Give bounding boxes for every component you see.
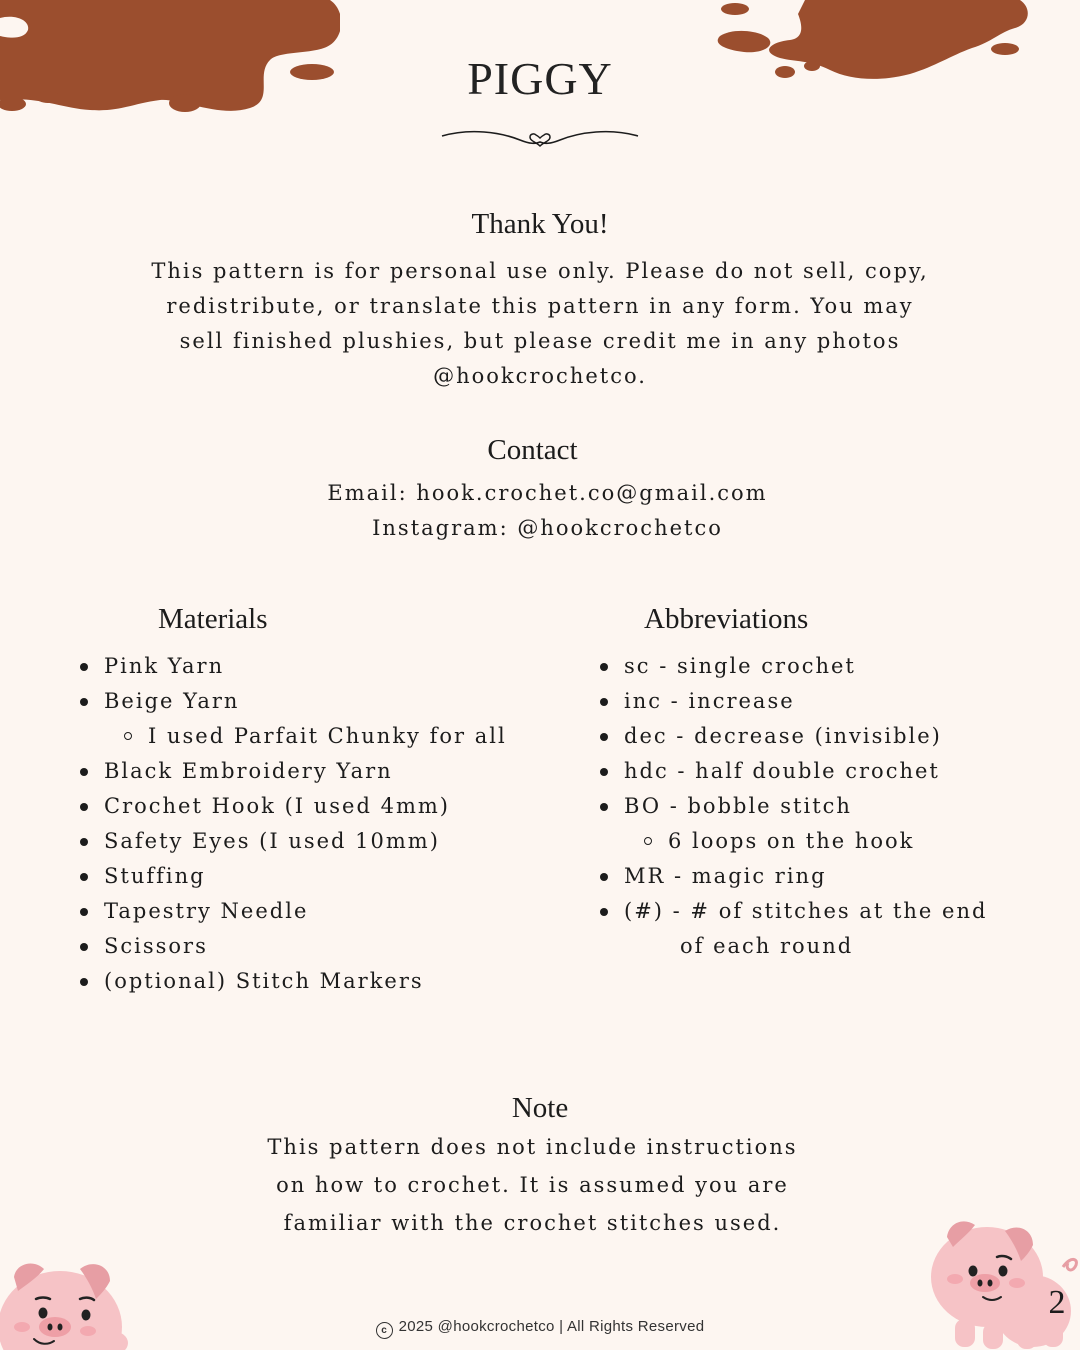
contact-email: Email: hook.crochet.co@gmail.com <box>327 481 768 505</box>
list-item: (optional) Stitch Markers <box>104 964 507 999</box>
list-item: MR - magic ring <box>624 859 987 894</box>
contact-heading: Contact <box>487 434 578 466</box>
list-item: Stuffing <box>104 859 507 894</box>
list-item: inc - increase <box>624 684 987 719</box>
thank-you-heading: Thank You! <box>471 208 609 240</box>
thank-you-line: This pattern is for personal use only. Please do not sell, copy, <box>151 259 929 283</box>
list-item: Crochet Hook (I used 4mm) <box>104 789 507 824</box>
note-line: This pattern does not include instructions <box>267 1135 798 1159</box>
copyright-footer <box>0 1318 1080 1339</box>
copyright-icon: c <box>376 1322 393 1339</box>
contact-instagram: Instagram: @hookcrochetco <box>372 516 723 540</box>
page-number: 2 <box>1048 1284 1066 1321</box>
list-item: Black Embroidery Yarn <box>104 754 507 789</box>
abbreviations-list <box>624 649 987 964</box>
list-item: hdc - half double crochet <box>624 754 987 789</box>
note-line: on how to crochet. It is assumed you are <box>276 1173 789 1197</box>
heart-divider-icon <box>440 126 640 156</box>
list-item: sc - single crochet <box>624 649 987 684</box>
materials-list <box>104 649 507 999</box>
thank-you-line: redistribute, or translate this pattern in any form. You may <box>166 294 914 318</box>
thank-you-text <box>0 254 1080 394</box>
list-item: Scissors <box>104 929 507 964</box>
note-text <box>0 1128 1065 1242</box>
list-item: dec - decrease (invisible) <box>624 719 987 754</box>
thank-you-line: @hookcrochetco. <box>433 364 647 388</box>
list-item-continuation: of each round <box>680 934 854 958</box>
abbreviations-heading: Abbreviations <box>644 603 809 635</box>
note-line: familiar with the crochet stitches used. <box>283 1211 782 1235</box>
list-item: Tapestry Needle <box>104 894 507 929</box>
list-item: Safety Eyes (I used 10mm) <box>104 824 507 859</box>
list-item: (#) - # of stitches at the end <box>624 894 987 929</box>
list-item: BO - bobble stitch <box>624 789 987 824</box>
list-item: Beige Yarn <box>104 684 507 719</box>
list-subitem: I used Parfait Chunky for all <box>104 719 507 754</box>
materials-heading: Materials <box>158 603 268 635</box>
thank-you-line: sell finished plushies, but please credit me in any photos <box>179 329 901 353</box>
footer-text: 2025 @hookcrochetco | All Rights Reserved <box>398 1318 705 1335</box>
contact-details <box>0 476 1080 546</box>
page-title: PIGGY <box>467 53 613 104</box>
note-heading: Note <box>511 1092 569 1124</box>
list-item: Pink Yarn <box>104 649 507 684</box>
list-subitem: 6 loops on the hook <box>624 824 987 859</box>
